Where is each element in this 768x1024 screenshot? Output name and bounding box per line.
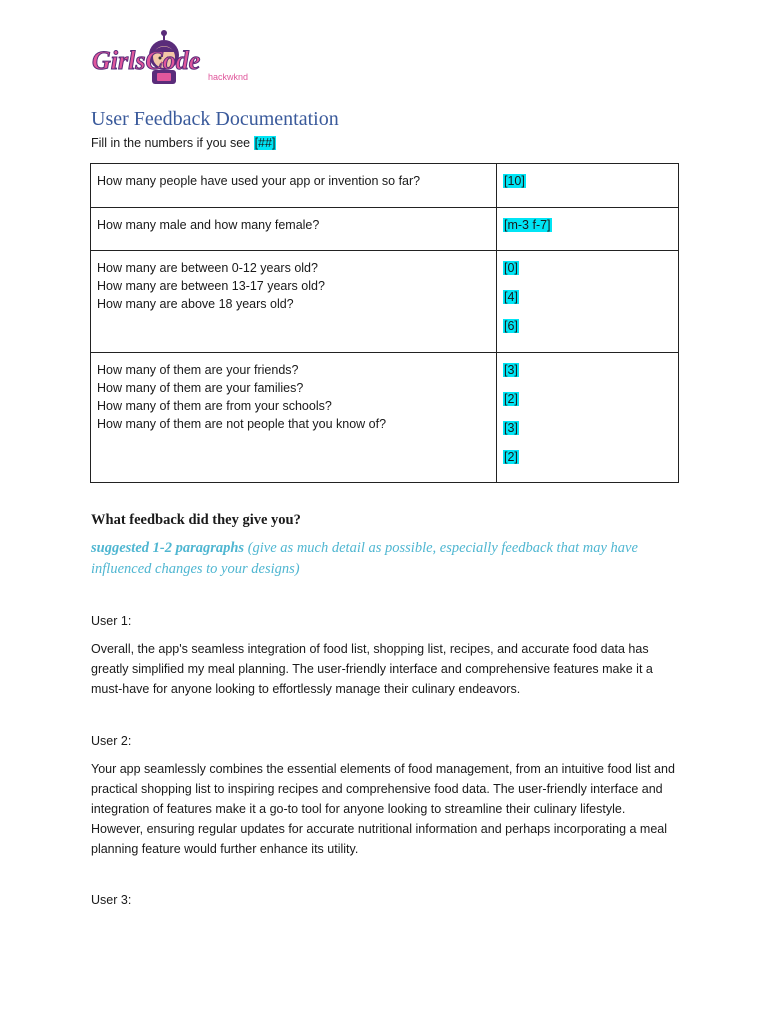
logo-text: GirlsCode	[92, 46, 201, 75]
question-cell	[91, 251, 497, 353]
answer-value: [m-3 f-7]	[504, 218, 551, 232]
question-text: How many male and how many female?	[97, 218, 320, 232]
instruction-text: Fill in the numbers if you see	[91, 136, 254, 150]
user-feedback-text: Overall, the app's seamless integration of food list, shopping list, recipes, and accurate food data has greatly simplified my meal planning. The user-friendly interface and comprehensive features make it a must-have for anyone looking to effortlessly manage their culinary endeavors.	[91, 642, 653, 696]
answer-value: [3]	[504, 421, 518, 435]
answer-value: [2]	[504, 450, 518, 464]
instruction-line	[91, 136, 276, 150]
user-label: User 1:	[91, 614, 132, 628]
question-cell	[91, 208, 497, 251]
question-text: How many of them are not people that you know of?	[97, 417, 387, 431]
answer-cell	[497, 353, 679, 483]
question-cell	[91, 164, 497, 208]
table-row	[91, 353, 679, 483]
answer-value: [4]	[504, 290, 518, 304]
answer-value: [6]	[504, 319, 518, 333]
table-row	[91, 251, 679, 353]
answer-cell	[497, 208, 679, 251]
suggestion-note	[91, 538, 691, 580]
question-text: How many people have used your app or invention so far?	[97, 174, 421, 188]
question-text: How many of them are from your schools?	[97, 399, 332, 413]
question-cell	[91, 353, 497, 483]
page-title: User Feedback Documentation	[91, 108, 339, 130]
user-label: User 2:	[91, 734, 132, 748]
user-feedback-text: Your app seamlessly combines the essential elements of food management, from an intuitive food list and practical shopping list to inspiring recipes and comprehensive food data. The user-friendly interface and integration of features make it a go-to tool for anyone looking to streamline their culinary lifestyle. However, ensuring regular updates for accurate nutritional information and perhaps incorporating a meal planning feature would further enhance its utility.	[91, 762, 675, 856]
question-text: How many of them are your friends?	[97, 363, 299, 377]
question-text: How many are above 18 years old?	[97, 297, 294, 311]
table-row	[91, 164, 679, 208]
girls-code-logo	[90, 27, 249, 87]
answer-value: [2]	[504, 392, 518, 406]
feedback-heading: What feedback did they give you?	[91, 512, 301, 528]
answer-value: [0]	[504, 261, 518, 275]
answer-value: [3]	[504, 363, 518, 377]
user-label: User 3:	[91, 893, 132, 907]
instruction-highlight: [##]	[254, 136, 276, 150]
answer-cell	[497, 164, 679, 208]
answer-value: [10]	[504, 174, 525, 188]
suggestion-rest: (give as much detail as possible, especially feedback that may have influenced changes to your designs)	[91, 540, 638, 577]
question-text: How many of them are your families?	[97, 381, 304, 395]
answer-cell	[497, 251, 679, 353]
logo-graphic	[90, 27, 249, 87]
feedback-stats-table	[90, 163, 679, 483]
table-row	[91, 208, 679, 251]
question-text: How many are between 0-12 years old?	[97, 261, 318, 275]
question-text: How many are between 13-17 years old?	[97, 279, 325, 293]
logo-subtext: hackwknd	[208, 72, 249, 82]
suggestion-bold: suggested 1-2 paragraphs	[91, 540, 245, 556]
